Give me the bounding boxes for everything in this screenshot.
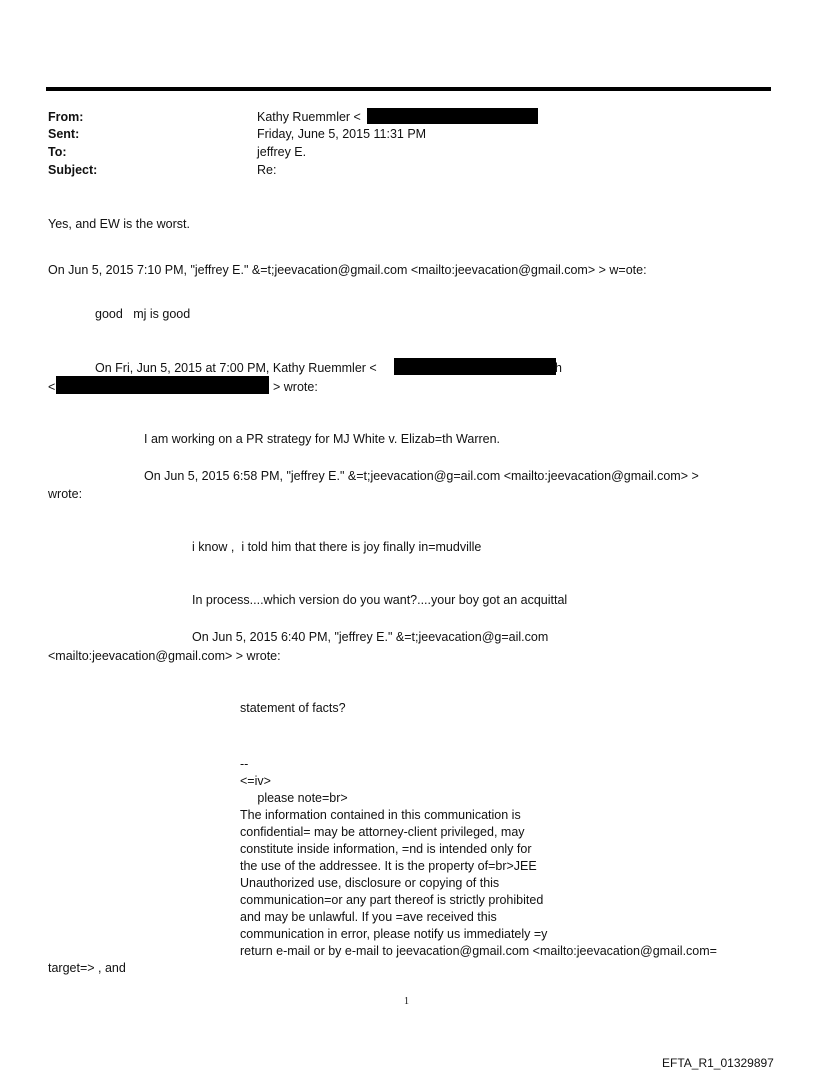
signature-line: the use of the addressee. It is the property of=br>JEE — [240, 859, 537, 873]
redaction-bar — [56, 376, 269, 394]
body-line: In process....which version do you want?....your boy got an acquittal — [192, 593, 568, 607]
signature-line: The information contained in this communication is — [240, 808, 521, 822]
signature-line: communication=or any part thereof is strictly prohibited — [240, 893, 544, 907]
subject-label: Subject: — [48, 163, 98, 177]
redaction-bar — [367, 108, 538, 124]
signature-line: <=iv> — [240, 774, 271, 788]
redaction-bar — [394, 358, 556, 375]
body-line: > wrote: — [273, 380, 318, 394]
body-line: <mailto:jeevacation@gmail.com> > wrote: — [48, 649, 281, 663]
to-label: To: — [48, 145, 67, 159]
signature-line: return e-mail or by e-mail to jeevacation@gmail.com <mailto:jeevacation@gmail.com= — [240, 944, 717, 958]
signature-line: please note=br> — [240, 791, 348, 805]
body-line: I am working on a PR strategy for MJ White v. Elizab=th Warren. — [144, 432, 501, 446]
body-line: On Fri, Jun 5, 2015 at 7:00 PM, Kathy Ruemmler < — [95, 361, 377, 375]
subject-value: Re: — [257, 163, 277, 177]
body-line: On Jun 5, 2015 6:40 PM, "jeffrey E." &=t;jeevacation@g=ail.com — [192, 630, 549, 644]
document-id: EFTA_R1_01329897 — [662, 1056, 774, 1070]
body-line: target=> , and — [48, 961, 126, 975]
signature-line: -- — [240, 757, 249, 771]
signature-line: communication in error, please notify us immediately =y — [240, 927, 548, 941]
body-line: i know , i told him that there is joy finally in=mudville — [192, 540, 482, 554]
body-line: On Jun 5, 2015 7:10 PM, "jeffrey E." &=t;jeevacation@gmail.com <mailto:jeevacation@gmail.com> > w=ote: — [48, 263, 647, 277]
signature-line: confidential= may be attorney-client privileged, may — [240, 825, 525, 839]
body-line: statement of facts? — [240, 701, 346, 715]
from-value: Kathy Ruemmler < — [257, 110, 361, 124]
to-value: jeffrey E. — [257, 145, 307, 159]
signature-line: and may be unlawful. If you =ave received this — [240, 910, 497, 924]
body-line: On Jun 5, 2015 6:58 PM, "jeffrey E." &=t;jeevacation@g=ail.com <mailto:jeevacation@gmail.com> > — [144, 469, 699, 483]
body-line: good mj is good — [95, 307, 191, 321]
body-line: h — [555, 361, 562, 375]
sent-label: Sent: — [48, 127, 80, 141]
page-number: 1 — [404, 996, 409, 1007]
top-rule — [46, 87, 771, 91]
signature-line: Unauthorized use, disclosure or copying of this — [240, 876, 500, 890]
body-line: Yes, and EW is the worst. — [48, 217, 190, 231]
body-line: < — [48, 380, 56, 394]
sent-value: Friday, June 5, 2015 11:31 PM — [257, 127, 427, 141]
from-label: From: — [48, 110, 84, 124]
signature-line: constitute inside information, =nd is intended only for — [240, 842, 532, 856]
body-line: wrote: — [48, 487, 83, 501]
